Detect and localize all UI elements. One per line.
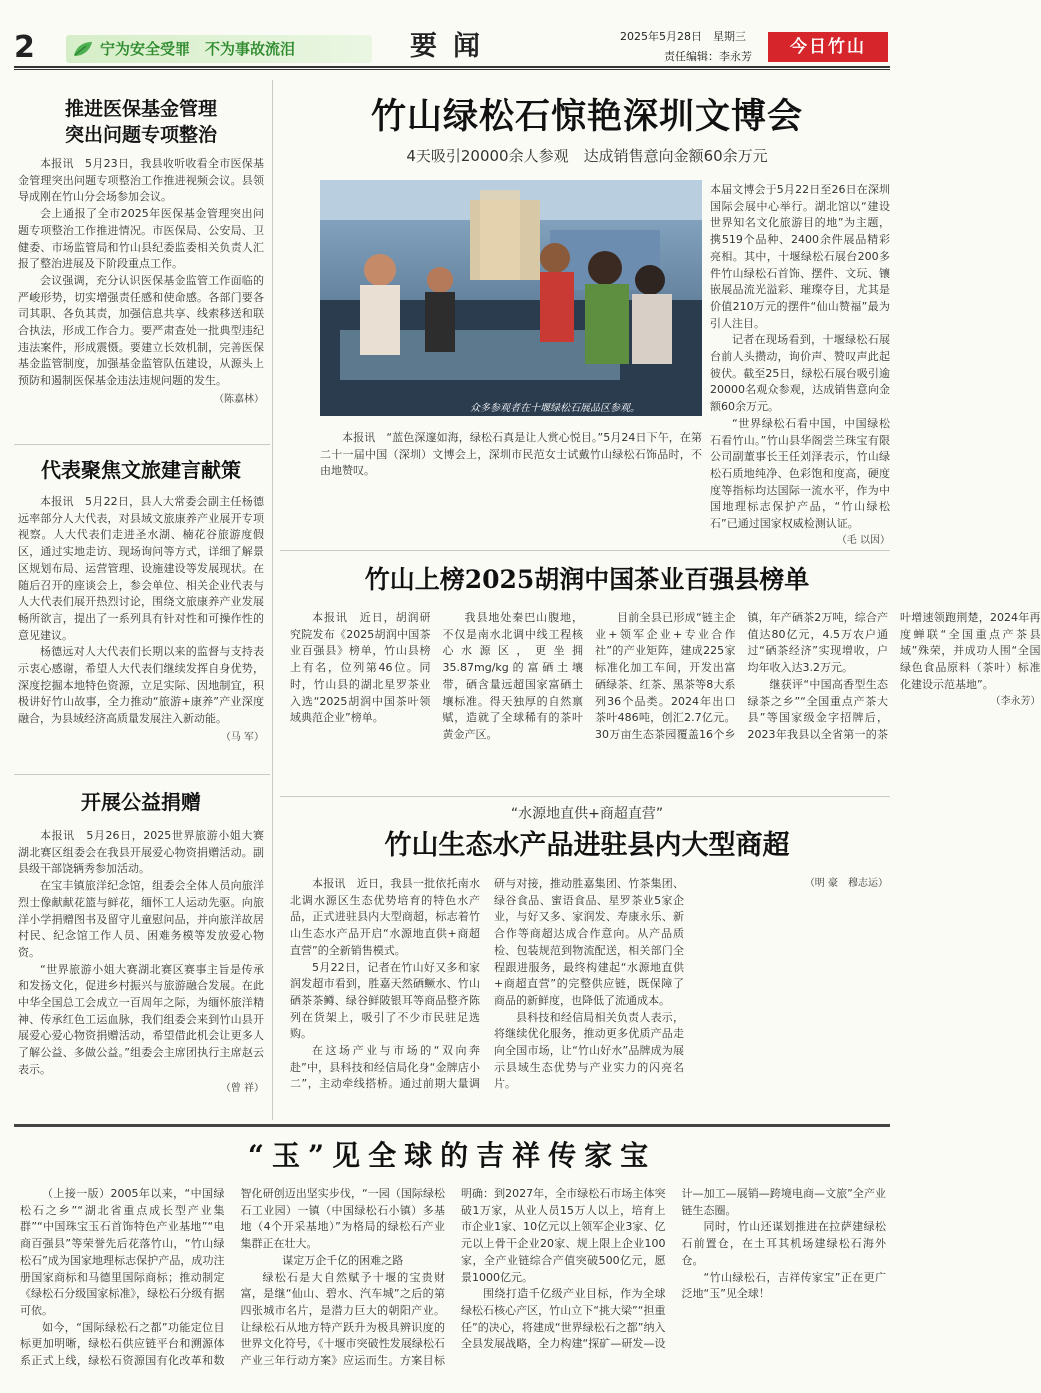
article-charity-donation <box>18 788 264 1094</box>
paragraph: 记者在现场看到，十堰绿松石展台前人头攒动，询价声、赞叹声此起彼伏。截至25日，绿松石展台吸引逾20000名观众参观，达成销售意向金额60余万元。 <box>710 333 890 414</box>
tea-article-body <box>290 610 1041 758</box>
lead-article-body-bottom <box>320 430 702 480</box>
paragraph: 我县地处秦巴山腹地，不仅是南水北调中线工程核心水源区，更坐拥35.87mg/kg的富硒土壤带，硒含量远超国家富硒土壤标准。得天独厚的自然禀赋，造就了全球稀有的茶叶黄金产区。 <box>442 611 583 741</box>
paragraph: “竹山绿松石，吉祥传家宝”正在更广泛地“玉”见全球！ <box>681 1270 886 1301</box>
lead-article-title: 竹山绿松石惊艳深圳文博会 <box>370 96 803 137</box>
paragraph: 如今，“国际绿松石之都”功能定位目标更加明晰，绿松石供应链平台和溯源体系正式上线，绿松石资源国有化改革和数智化研创迈出坚实步伐，“一园（国际绿松石工业园）一镇（中国绿松石小镇）多基地（4个开采基地）”为格局的绿松石产业集群正在壮大。 <box>20 1187 445 1368</box>
paragraph: 目前全县已形成“链主企业+领军企业+专业合作社”的产业矩阵，建成225家标准化加工车间，开发出富硒绿茶、红茶、黑茶等8大系列36个品类。2024年出口茶叶486吨，创汇2.7亿元。30万亩生态茶园覆盖16个乡镇，年产硒茶2万吨，综合产值达80亿元，4.5万农户通过“硒茶经济”实现增收，户均年收入达3.2万元。 <box>595 611 888 741</box>
divider <box>14 444 270 445</box>
article-body <box>18 494 264 728</box>
aquatic-article-title: 竹山生态水产品进驻县内大型商超 <box>384 830 790 861</box>
byline: （马 军） <box>220 731 264 743</box>
exhibition-photo <box>320 180 702 416</box>
article-title-line: 推进医保基金管理 <box>64 98 217 120</box>
article-body <box>18 828 264 1079</box>
subheading: 谋定万企千亿的困难之路 <box>282 1253 404 1267</box>
article-title: 开展公益捐赠 <box>81 790 201 814</box>
safety-slogan-banner: 宁为安全受罪 不为事故流泪 <box>66 35 372 63</box>
paragraph: （上接一版）2005年以来，“中国绿松石之乡”“湖北省重点成长型产业集群”“中国珠宝玉石首饰特色产业基地”“电商百强县”等荣誉先后花落竹山，“竹山绿松石”成为国家地理标志保护产品，成功注册国家商标和马德里国际商标；推动制定《绿松石分级国家标准》，绿松石分级有据可依。 <box>20 1187 225 1317</box>
byline: （陈嘉林） <box>214 393 264 405</box>
paragraph: 同时，竹山还谋划推进在拉萨建绿松石前置仓，在土耳其机场建绿松石海外仓。 <box>681 1220 886 1267</box>
tea-article-title: 竹山上榜2025胡润中国茶业百强县榜单 <box>364 565 810 594</box>
byline: （明 豪 穆志运） <box>804 878 888 889</box>
masthead-logo: 今日竹山 <box>768 32 888 62</box>
byline: （曾 祥） <box>220 1082 264 1094</box>
responsible-editor: 责任编辑：李永芳 <box>664 50 752 63</box>
paragraph: 绿松石是大自然赋予十堰的宝贵财富，是继“仙山、碧水、汽车城”之后的第四张城市名片，是潜力巨大的朝阳产业。让绿松石从地方特产跃升为极具辨识度的世界文化符号，《十堰市突破性发展绿松石产业三年行动方案》应运而生。方案目标明确：到2027年，全市绿松石市场主体突破1万家，从业人员15万人以上，培育上市企业1家、10亿元以上领军企业3家、亿元以上骨干企业20家、规上限上企业100家，全产业链综合产值突破500亿元，愿景1000亿元。 <box>240 1187 666 1368</box>
paragraph: 本报讯 5月23日，我县收听收看全市医保基金管理突出问题专项整治工作推进视频会议。县领导成刚在竹山分会场参加会议。 <box>18 157 264 204</box>
jade-article-title: “玉”见全球的吉祥传家宝 <box>247 1139 657 1172</box>
column-divider <box>272 80 273 1120</box>
issue-date: 2025年5月28日 星期三 <box>620 30 746 43</box>
paragraph: 本报讯 近日，胡润研究院发布《2025胡润中国茶业百强县》榜单，竹山县榜上有名，位列第46位。同时，竹山县的湖北星罗茶业入选“2025胡润中国茶叶领域典范企业”榜单。 <box>290 611 431 725</box>
paragraph: 本报讯 5月26日，2025世界旅游小姐大赛湖北赛区组委会在我县开展爱心物资捐赠活动。副县级干部饶辆秀参加活动。 <box>18 829 264 876</box>
header-divider <box>14 66 890 68</box>
divider <box>280 550 890 551</box>
leaf-icon <box>72 40 94 58</box>
article-title-line: 突出问题专项整治 <box>64 124 217 146</box>
article-body <box>18 156 264 390</box>
divider <box>280 796 890 797</box>
byline: （李永芳） <box>990 695 1041 707</box>
paragraph: 杨德远对人大代表们长期以来的监督与支持表示衷心感谢，希望人大代表们继续发挥自身优势，深度挖掘本地特色资源，立足实际、因地制宜，积极讲好竹山故事，全力推动“旅游+康养”产业深度融合，为县域经济高质量发展注入新动能。 <box>18 645 264 726</box>
page-number: 2 <box>14 30 35 65</box>
aquatic-article-body <box>290 876 888 1096</box>
article-title: 代表聚焦文旅建言献策 <box>41 458 241 482</box>
paragraph: 在宝丰镇旅洋纪念馆，组委会全体人员向旅洋烈士像献献花篮与鲜花，缅怀工人运动先驱。向旅洋小学捐赠图书及留守儿童慰问品，并向旅洋故居村民、纪念馆工作人员、困难务模等发放爱心物资。 <box>18 879 264 959</box>
paragraph: 本报讯 “蓝色深邃如海，绿松石真是让人赏心悦目。”5月24日下午，在第二十一届中国（深圳）文博会上，深圳市民范女士试戴竹山绿松石饰品时，不由地赞叹。 <box>320 431 702 478</box>
section-title: 要闻 <box>410 31 496 62</box>
paragraph: 会上通报了全市2025年医保基金管理突出问题专项整治工作推进情况。市医保局、公安局、卫健委、市场监管局和竹山县纪委监委相关负责人汇报了整治进展及下阶段重点工作。 <box>18 207 264 271</box>
aquatic-article-kicker: “水源地直供+商超直营” <box>510 806 664 822</box>
jade-article-body <box>20 1186 886 1386</box>
byline: （毛 以因） <box>836 534 890 546</box>
paragraph: 会议强调，充分认识医保基金监管工作面临的严峻形势，切实增强责任感和使命感。各部门要各司其职、各负其责，加强信息共享、线索移送和联合执法，形成工作合力。要严肃查处一批典型违纪违法案件，形成震慑。要建立长效机制，完善医保基金监管制度，加强基金监管队伍建设，从源头上预防和遏制医保基金违法违规问题的发生。 <box>18 273 264 388</box>
lead-article-body-right <box>710 182 890 549</box>
paragraph: 5月22日，记者在竹山好又多和家润发超市看到，胜嘉天然硒鳜水、竹山硒茶茶鳟、绿谷鲜陂银耳等商品整齐陈列在货架上，吸引了不少市民驻足选购。 <box>290 960 480 1041</box>
paragraph: “世界绿松石看中国，中国绿松石看竹山。”竹山县华阁尝兰珠宝有限公司副董事长王任刘泽表示，竹山绿松石质地纯净、色彩饱和度高，硬度度等指标均达国际一流水平，作为中国地理标志保护产品，“竹山绿松石”已通过国家权威检测认证。 <box>710 416 890 531</box>
article-culture-tourism <box>18 456 264 743</box>
paragraph: 县科技和经信局相关负责人表示，将继续优化服务，推动更多优质产品走向全国市场，让“竹山好水”品牌成为展示县域生态优势与产业实力的闪亮名片。 <box>494 1010 684 1091</box>
paragraph: 本报讯 近日，我县一批依托南水北调水源区生态优势培育的特色水产品，正式进驻县内大型商超，标志着竹山生态水产品开启“水源地直供+商超直营”的全新销售模式。 <box>290 877 480 957</box>
paragraph: 在这场产业与市场的“双向奔赴”中，县科技和经信局化身“金牌店小二”，主动牵线搭桥。通过前期大量调研与对接，推动胜嘉集团、竹茶集团、绿谷食品、蜜语食品、星罗茶业5家企业，与好又多、家润发、寿康永乐、新合作等商超达成合作意向。从产品质检、包装规范到物流配送，相关部门全程跟进服务，最终构建起“水源地直供+商超直营”的完整供应链，既保障了商品的新鲜度，也降低了流通成本。 <box>290 877 684 1091</box>
paragraph: “世界旅游小姐大赛湖北赛区赛事主旨是传承和发扬文化，促进乡村振兴与旅游融合发展。在此中华全国总工会成立一百周年之际，为缅怀旅洋精神、传承红色工运血脉，我们组委会来到竹山县开展爱心爱心物资捐赠活动，希望借此机会让更多人了解公益、多做公益。”组委会主席团执行主席赵云表示。 <box>18 962 264 1076</box>
paragraph: 继获评“中国高香型生态绿茶之乡”“全国重点产茶大县”等国家级金字招牌后，2023年我县以全省第一的茶叶增速领跑荆楚，2024年再度蝉联“全国重点产茶县域”殊荣，并成功人围“全国绿色食品原料（茶叶）标准化建设示范基地”。 <box>747 611 1041 741</box>
paragraph: 本届文博会于5月22日至26日在深圳国际会展中心举行。湖北馆以“建设世界知名文化旅游目的地”为主题，携519个品种、2400余件展品精彩亮相。其中，十堰绿松石展台200多件竹山绿松石首饰、摆件、文玩、镶嵌展品流光溢彩、璀璨夺目，尤其是价值210万元的摆件“仙山赞福”最为引人注目。 <box>710 183 890 330</box>
divider <box>14 774 270 775</box>
photo-caption: 众多参观者在十堰绿松石展品区参观。 <box>470 403 640 414</box>
header-divider-thin <box>14 69 890 70</box>
article-title <box>18 96 264 148</box>
article-medical-insurance <box>18 96 264 405</box>
paragraph: 围绕打造千亿级产业目标，作为全球绿松石核心产区，竹山立下“挑大梁”“担重任”的决心，将建成“世界绿松石之都”纳入全县发展战略，全力构建“探矿—研发—设计—加工—展销—跨境电商—文旅”全产业链生态圈。 <box>461 1187 886 1351</box>
bottom-divider <box>14 1124 890 1127</box>
paragraph: 本报讯 5月22日，县人大常委会副主任杨德远率部分人大代表，对县域文旅康养产业展开专项视察。人大代表们走进圣水湖、楠花谷旅游度假区，通过实地走访、现场询问等方式，详细了解景区规划布局、运营管理、设施建设等发展现状。在随后召开的座谈会上，参会单位、相关企业代表与人大代表们展开热烈讨论，围绕文旅康养产业发展畅所欲言，提出了一系列具有针对性和可操作性的意见建议。 <box>18 495 264 642</box>
lead-article-subtitle: 4天吸引20000余人参观 达成销售意向金额60余万元 <box>406 147 768 165</box>
